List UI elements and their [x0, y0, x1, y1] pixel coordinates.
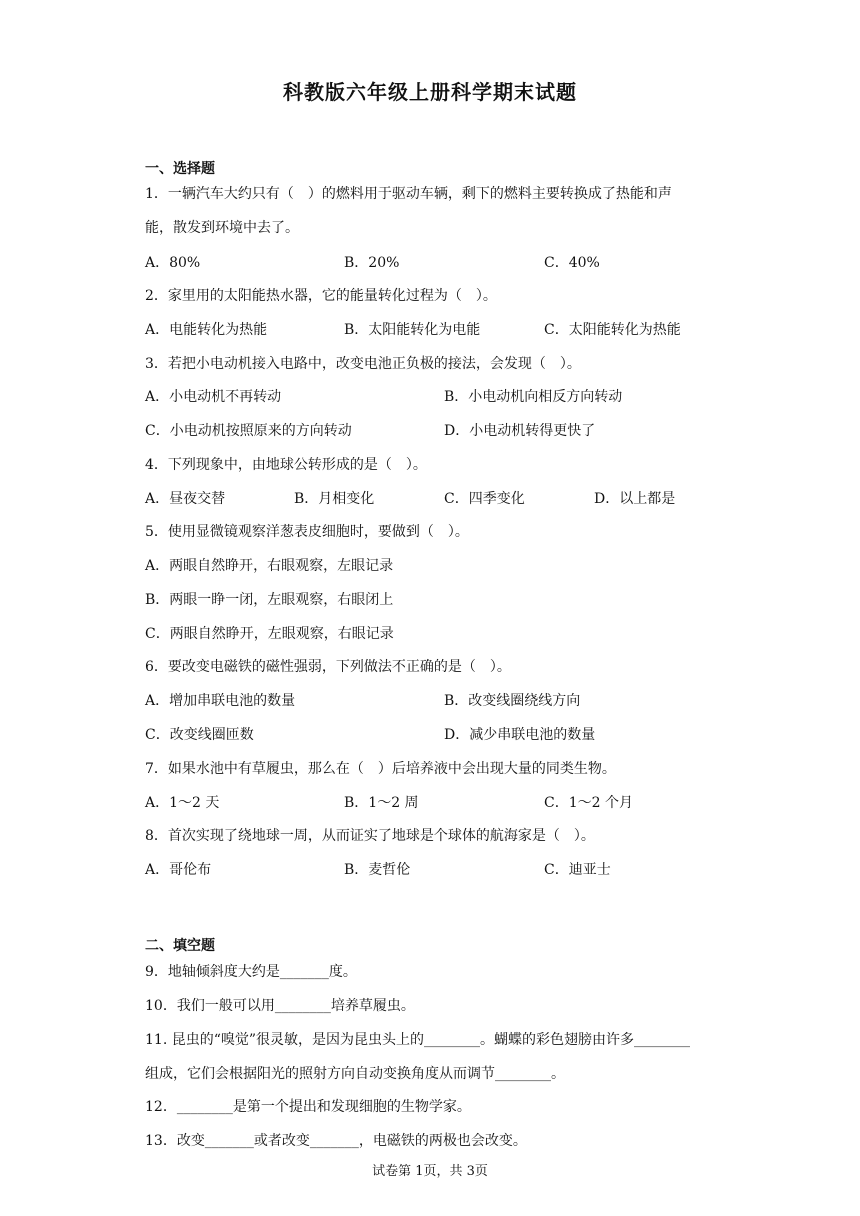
question-13-text: 13．改变_______或者改变_______，电磁铁的两极也会改变。 [145, 1133, 527, 1149]
question-2-option-a: A．电能转化为热能 [145, 322, 268, 338]
question-7-text: 7．如果水池中有草履虫，那么在（ ）后培养液中会出现大量的同类生物。 [145, 761, 616, 777]
question-2-option-b: B．太阳能转化为电能 [344, 322, 481, 338]
question-11-text: 11. 昆虫的“嗅觉”很灵敏，是因为昆虫头上的________。蝴蝶的彩色翅膀由许多________ [145, 1032, 691, 1048]
question-5-option-c: C．两眼自然睁开，左眼观察，右眼记录 [145, 626, 394, 642]
question-8-text: 8．首次实现了绕地球一周，从而证实了地球是个球体的航海家是（ ）。 [145, 828, 595, 844]
question-10-text: 10．我们一般可以用________培养草履虫。 [145, 998, 415, 1014]
question-6-option-c: C．改变线圈匝数 [145, 727, 254, 743]
question-6-option-d: D．减少串联电池的数量 [444, 727, 596, 743]
question-6-text: 6．要改变电磁铁的磁性强弱，下列做法不正确的是（ ）。 [145, 659, 511, 675]
page-footer: 试卷第 1页，共 3页 [372, 1164, 488, 1179]
question-9-text: 9．地轴倾斜度大约是_______度。 [145, 964, 357, 980]
question-5-option-b: B．两眼一睁一闭，左眼观察，右眼闭上 [145, 592, 394, 608]
question-7-option-a: A．1～2 天 [145, 795, 220, 811]
question-7-option-b: B．1～2 周 [344, 795, 419, 811]
question-5-text: 5．使用显微镜观察洋葱表皮细胞时，要做到（ ）。 [145, 524, 469, 540]
question-4-option-b: B．月相变化 [294, 491, 375, 507]
question-1-text-cont: 能，散发到环境中去了。 [145, 220, 299, 236]
section-heading-choice: 一、选择题 [145, 161, 215, 177]
question-1-option-c: C．40% [544, 255, 600, 271]
question-2-text: 2．家里用的太阳能热水器，它的能量转化过程为（ ）。 [145, 288, 497, 304]
page-title: 科教版六年级上册科学期末试题 [283, 80, 577, 104]
question-3-option-b: B．小电动机向相反方向转动 [444, 389, 623, 405]
question-5-option-a: A．两眼自然睁开，右眼观察，左眼记录 [145, 558, 394, 574]
question-3-option-a: A．小电动机不再转动 [145, 389, 282, 405]
question-3-text: 3．若把小电动机接入电路中，改变电池正负极的接法，会发现（ ）。 [145, 356, 581, 372]
section-heading-fill: 二、填空题 [145, 938, 215, 954]
question-8-option-c: C．迪亚士 [544, 862, 611, 878]
question-4-option-d: D．以上都是 [594, 491, 676, 507]
question-4-option-a: A．昼夜交替 [145, 491, 226, 507]
question-6-option-b: B．改变线圈绕线方向 [444, 693, 581, 709]
question-4-option-c: C．四季变化 [444, 491, 525, 507]
question-3-option-c: C．小电动机按照原来的方向转动 [145, 423, 352, 439]
question-8-option-a: A．哥伦布 [145, 862, 212, 878]
question-8-option-b: B．麦哲伦 [344, 862, 411, 878]
question-7-option-c: C．1～2 个月 [544, 795, 633, 811]
question-2-option-c: C．太阳能转化为热能 [544, 322, 681, 338]
question-11-text-cont: 组成，它们会根据阳光的照射方向自动变换角度从而调节________。 [145, 1066, 565, 1082]
question-1-option-b: B．20% [344, 255, 400, 271]
question-3-option-d: D．小电动机转得更快了 [444, 423, 596, 439]
question-1-option-a: A．80% [145, 255, 201, 271]
question-6-option-a: A．增加串联电池的数量 [145, 693, 296, 709]
question-1-text: 1．一辆汽车大约只有（ ）的燃料用于驱动车辆，剩下的燃料主要转换成了热能和声 [145, 186, 672, 202]
question-4-text: 4．下列现象中，由地球公转形成的是（ ）。 [145, 457, 427, 473]
question-12-text: 12．________是第一个提出和发现细胞的生物学家。 [145, 1099, 471, 1115]
